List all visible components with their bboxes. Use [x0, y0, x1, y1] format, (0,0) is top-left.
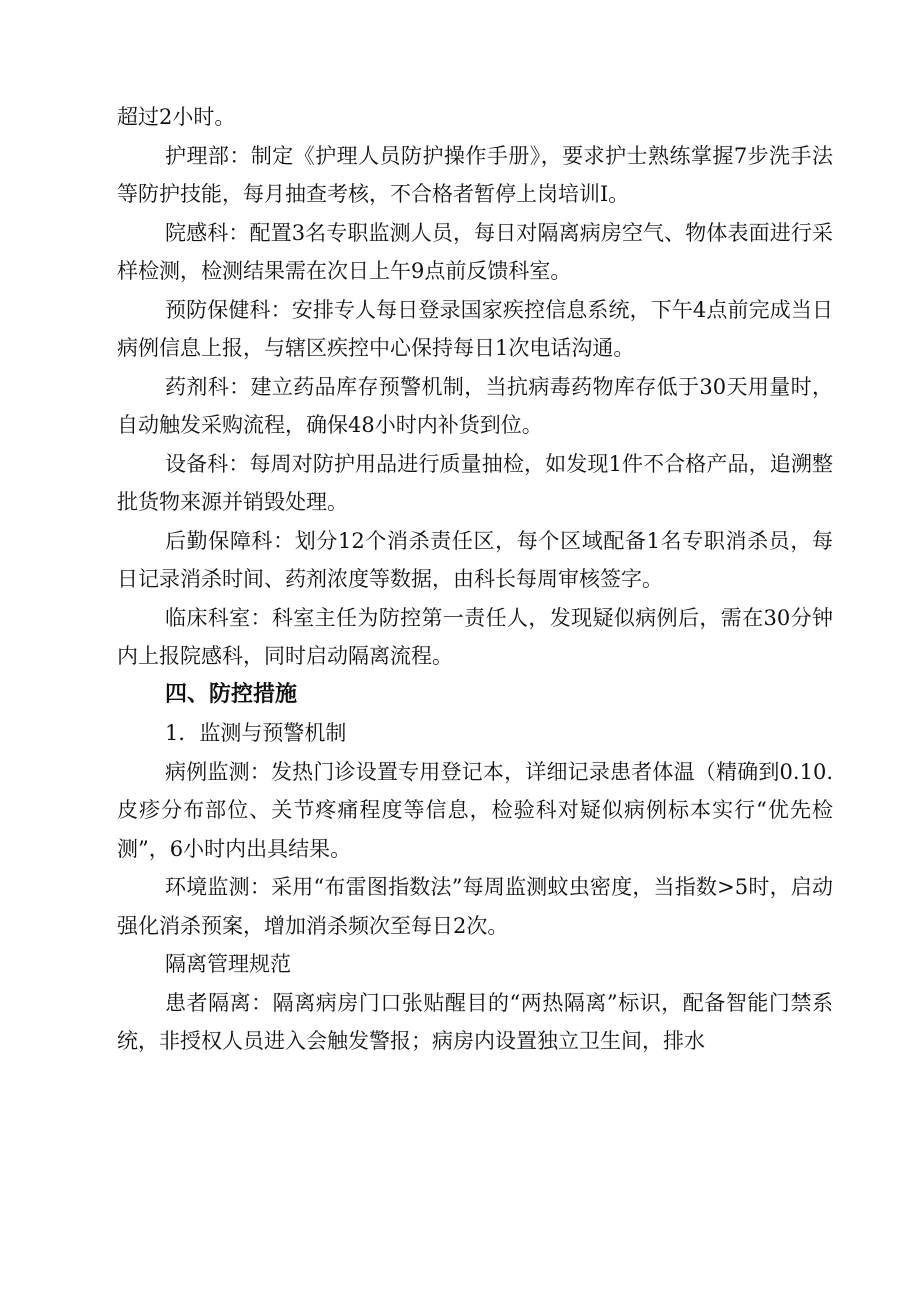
- section-heading: 四、防控措施: [165, 681, 298, 707]
- paragraph-patient-isolation: 患者隔离：隔离病房门口张贴醒目的“两热隔离”标识，配备智能门禁系统，非授权人员进入会触发警报；病房内设置独立卫生间，排水: [117, 990, 833, 1053]
- document-body: [117, 98, 833, 1061]
- sub-heading-monitoring: 1．监测与预警机制: [165, 721, 347, 745]
- paragraph-nursing-dept: 护理部：制定《护理人员防护操作手册》，要求护士熟练掌握7步洗手法等防护技能，每月抽查考核，不合格者暂停上岗培训I。: [117, 143, 833, 206]
- paragraph-continuation: 超过2小时。: [117, 105, 236, 129]
- paragraph-case-monitoring: 病例监测：发热门诊设置专用登记本，详细记录患者体温（精确到0.10.皮疹分布部位、关节疼痛程度等信息，检验科对疑似病例标本实行“优先检测”，6小时内出具结果。: [117, 759, 833, 861]
- sub-heading-isolation: 隔离管理规范: [165, 952, 291, 976]
- paragraph-pharmacy: 药剂科：建立药品库存预警机制，当抗病毒药物库存低于30天用量时，自动触发采购流程，确保48小时内补货到位。: [117, 374, 833, 437]
- paragraph-preventive-health: 预防保健科：安排专人每日登录国家疾控信息系统，下午4点前完成当日病例信息上报，与辖区疾控中心保持每日1次电话沟通。: [117, 297, 833, 360]
- paragraph-clinical: 临床科室：科室主任为防控第一责任人，发现疑似病例后，需在30分钟内上报院感科，同时启动隔离流程。: [117, 605, 833, 668]
- paragraph-infection-control: 院感科：配置3名专职监测人员，每日对隔离病房空气、物体表面进行采样检测，检测结果需在次日上午9点前反馈科室。: [117, 220, 833, 283]
- paragraph-equipment: 设备科：每周对防护用品进行质量抽检，如发现1件不合格产品，追溯整批货物来源并销毁处理。: [117, 451, 833, 514]
- paragraph-environment-monitoring: 环境监测：采用“布雷图指数法”每周监测蚊虫密度，当指数>5时，启动强化消杀预案，增加消杀频次至每日2次。: [117, 875, 833, 938]
- paragraph-logistics: 后勤保障科：划分12个消杀责任区，每个区域配备1名专职消杀员，每日记录消杀时间、药剂浓度等数据，由科长每周审核签字。: [117, 528, 833, 591]
